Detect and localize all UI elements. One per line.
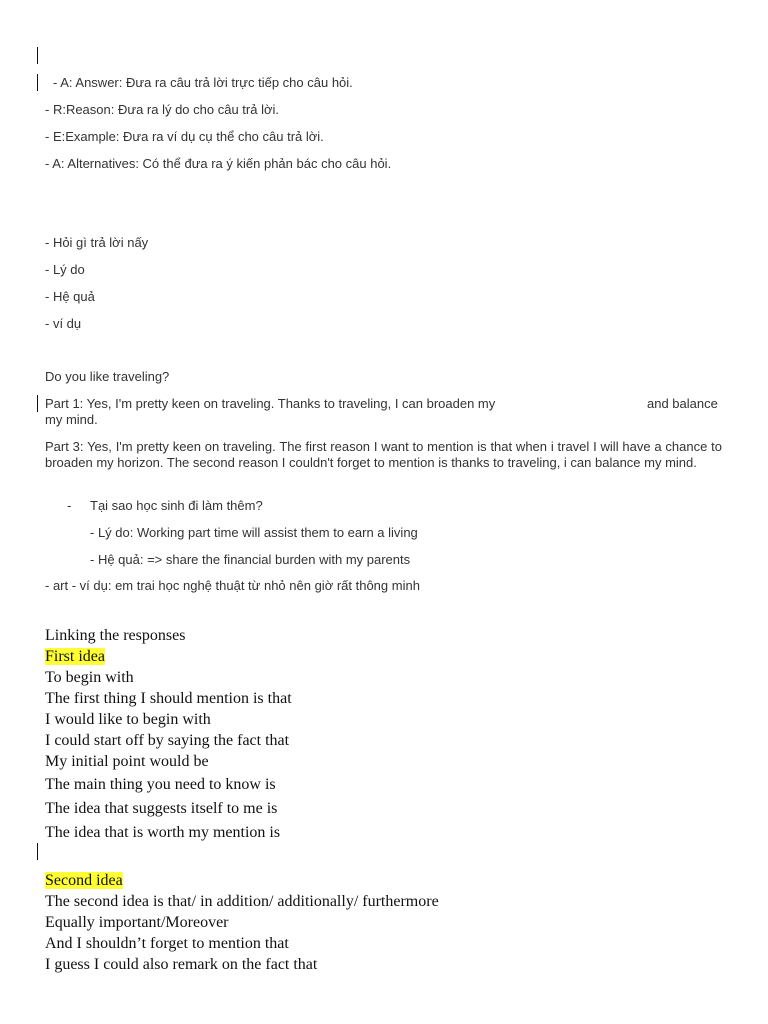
tip-item: - Hỏi gì trả lời nấy	[45, 235, 149, 250]
first-idea-highlight: First idea	[45, 648, 105, 665]
part1-text: Part 1: Yes, I'm pretty keen on traveling. Thanks to traveling, I can broaden my	[45, 396, 496, 411]
first-idea-item: I would like to begin with	[45, 711, 211, 728]
second-idea-item: And I shouldn’t forget to mention that	[45, 935, 289, 952]
sub-bullet: -	[67, 498, 72, 513]
part1-text-end: and balance	[647, 396, 718, 411]
are-alternatives: - A: Alternatives: Có thể đưa ra ý kiến phản bác cho câu hỏi.	[45, 156, 392, 171]
part3-paragraph: Part 3: Yes, I'm pretty keen on traveling. The first reason I want to mention is that when i travel I will have a chance to broaden my horizon. The second reason I couldn't forget to mention is thanks to traveling, i can balance my mind.	[45, 439, 722, 470]
text-cursor	[37, 47, 38, 64]
sub-question: Tại sao học sinh đi làm thêm?	[90, 498, 263, 513]
part1-text-line2: my mind.	[45, 412, 98, 427]
first-idea-item: The first thing I should mention is that	[45, 690, 292, 707]
art-example: - art - ví dụ: em trai học nghệ thuật từ nhỏ nên giờ rất thông minh	[45, 578, 420, 593]
text-cursor	[37, 74, 38, 91]
first-idea-item: The idea that is worth my mention is	[45, 824, 281, 841]
first-idea-item: My initial point would be	[45, 753, 209, 770]
tip-item: - Hệ quả	[45, 289, 95, 304]
are-answer: - A: Answer: Đưa ra câu trả lời trực tiếp cho câu hỏi.	[53, 75, 353, 90]
second-idea-heading	[45, 871, 123, 891]
are-example: - E:Example: Đưa ra ví dụ cụ thể cho câu trả lời.	[45, 129, 324, 144]
second-idea-item: Equally important/Moreover	[45, 914, 229, 931]
second-idea-highlight: Second idea	[45, 872, 123, 889]
text-cursor	[37, 843, 38, 860]
sub-reason: - Lý do: Working part time will assist them to earn a living	[90, 525, 418, 540]
second-idea-item: The second idea is that/ in addition/ additionally/ furthermore	[45, 893, 439, 910]
question: Do you like traveling?	[45, 369, 170, 384]
first-idea-item: The main thing you need to know is	[45, 776, 276, 793]
are-reason: - R:Reason: Đưa ra lý do cho câu trả lời.	[45, 102, 279, 117]
tip-item: - ví dụ	[45, 316, 82, 331]
linking-title: Linking the responses	[45, 627, 186, 644]
tip-item: - Lý do	[45, 262, 85, 277]
text-cursor	[37, 395, 38, 412]
sub-consequence: - Hệ quả: => share the financial burden with my parents	[90, 552, 411, 567]
second-idea-item: I guess I could also remark on the fact that	[45, 956, 318, 973]
first-idea-item: I could start off by saying the fact that	[45, 732, 290, 749]
first-idea-heading	[45, 647, 105, 667]
first-idea-item: The idea that suggests itself to me is	[45, 800, 278, 817]
first-idea-item: To begin with	[45, 669, 134, 686]
